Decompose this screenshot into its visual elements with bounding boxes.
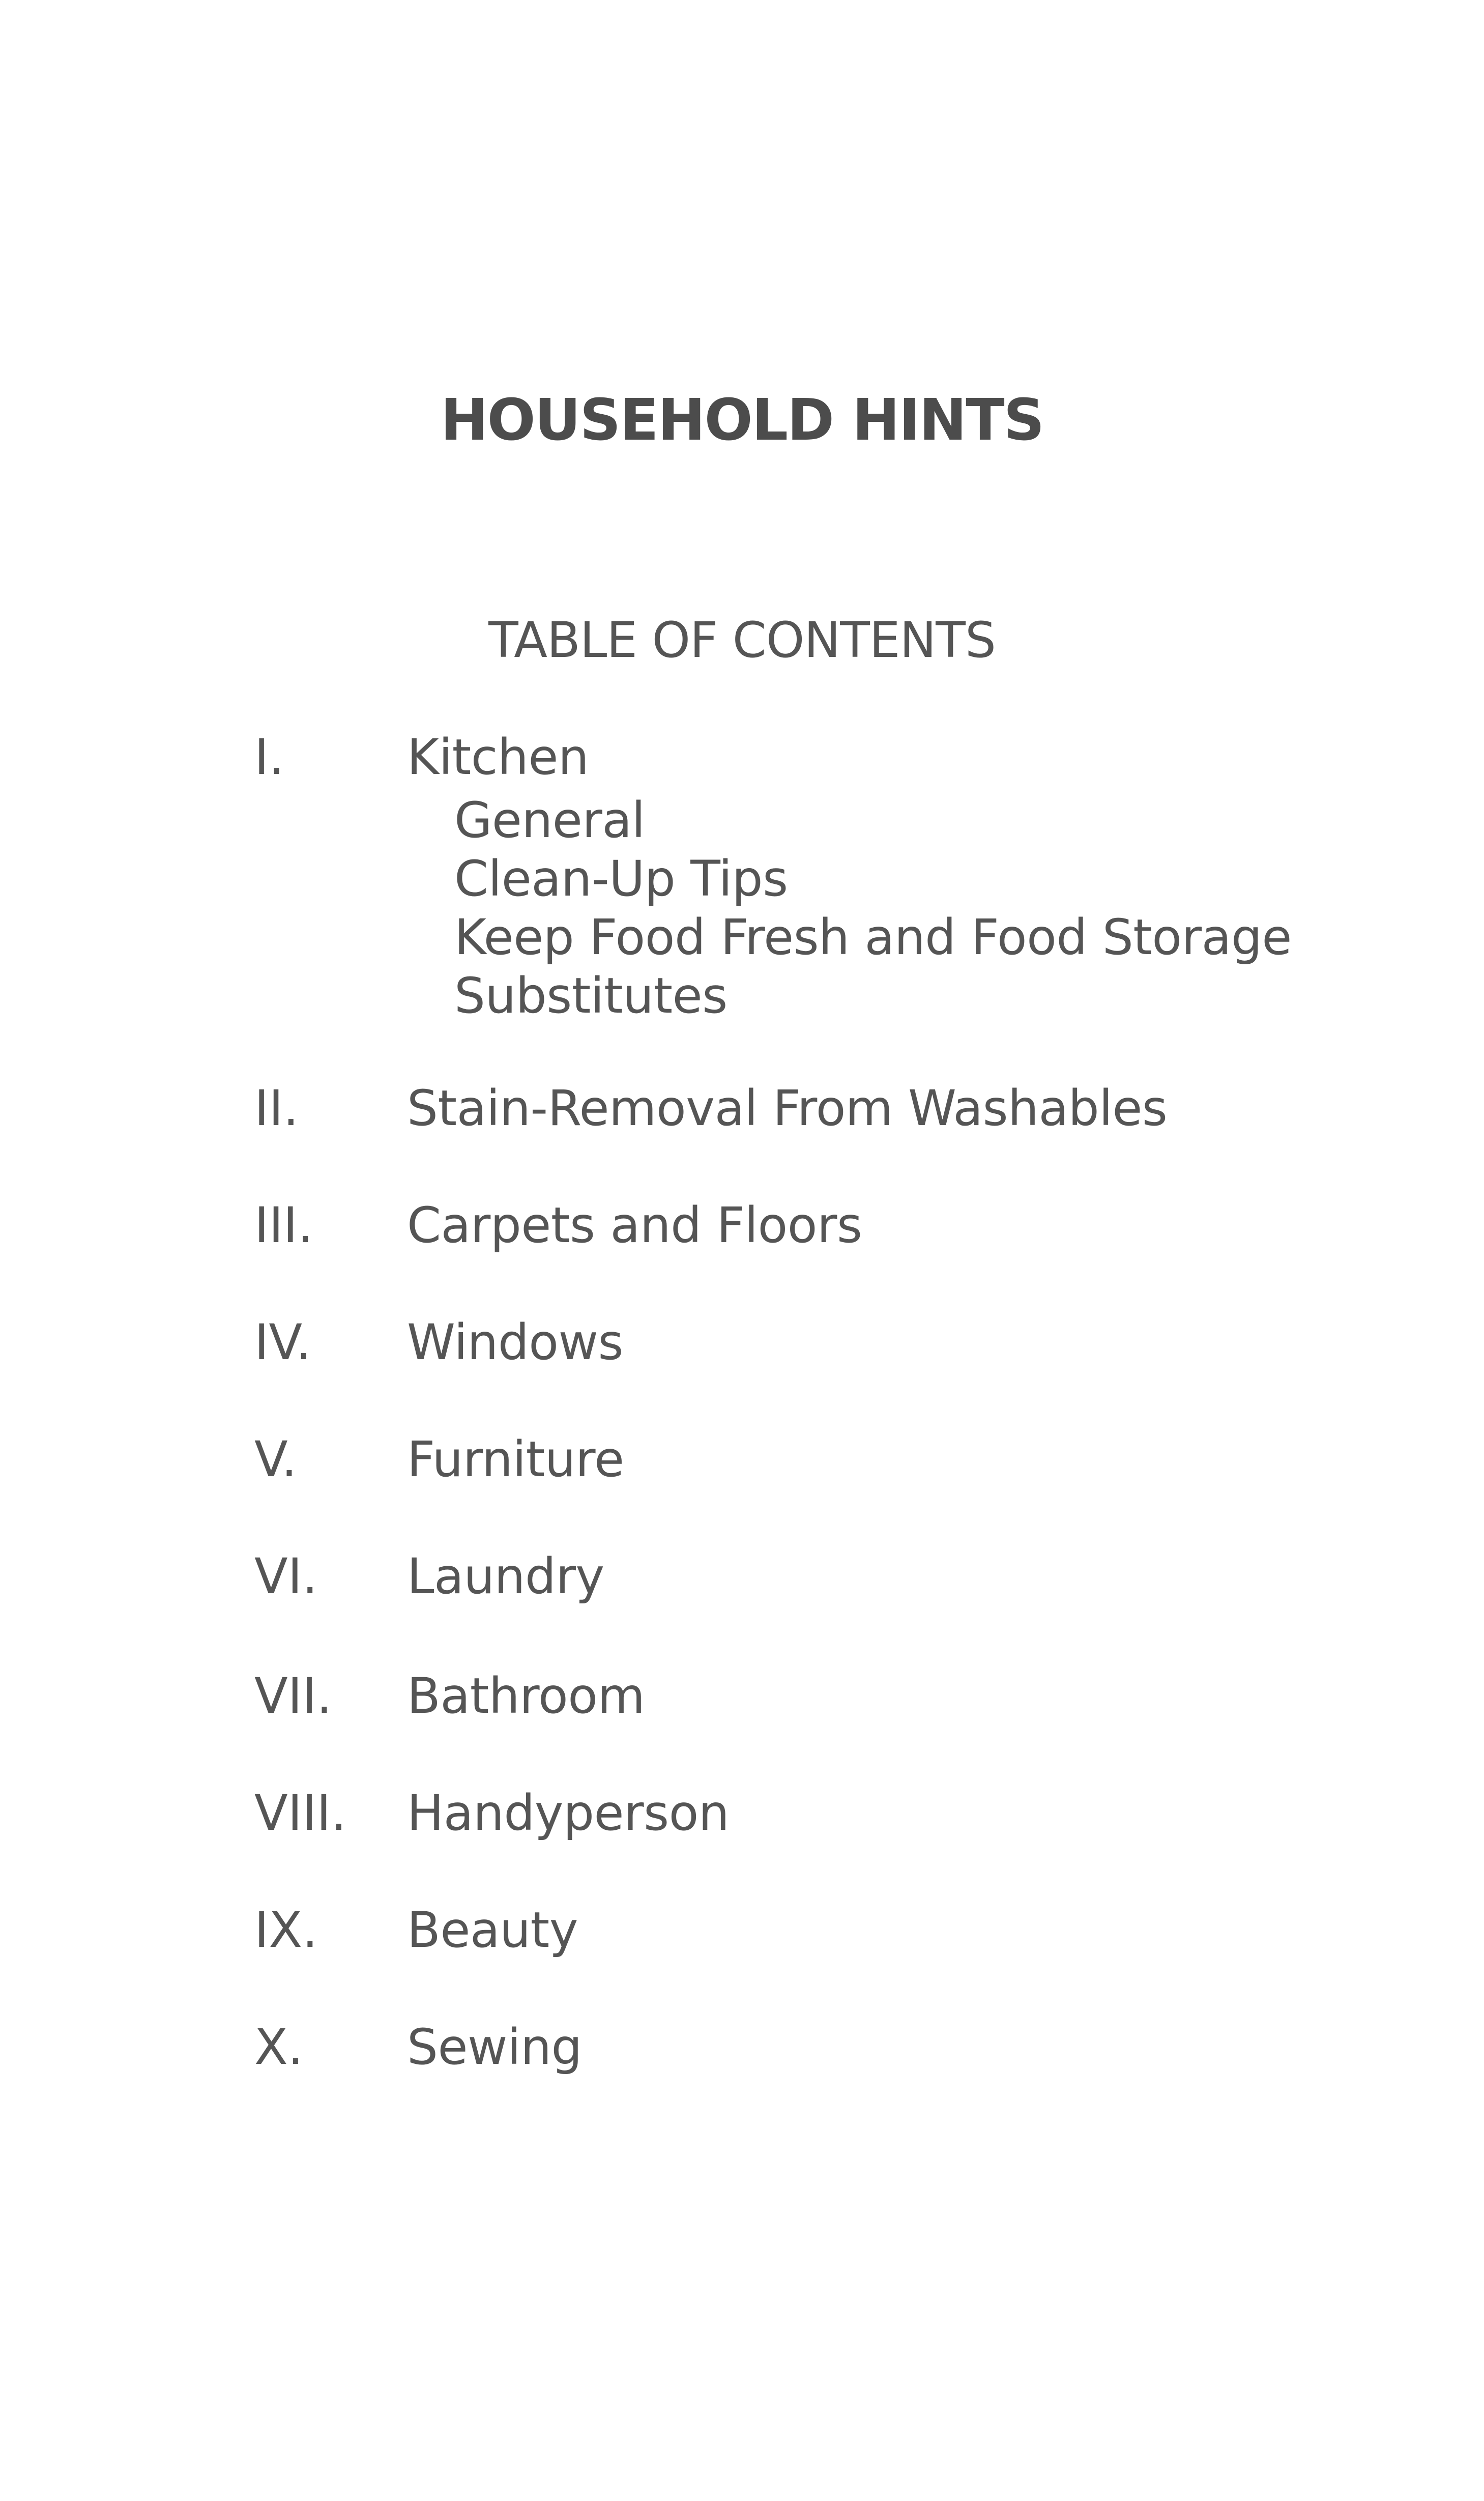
toc-label: Beauty: [407, 1902, 578, 1959]
toc-numeral: IX.: [254, 1902, 318, 1959]
toc-numeral: II.: [254, 1080, 299, 1137]
page-title: HOUSEHOLD HINTS: [440, 387, 1044, 453]
toc-entry-laundry: [0, 1548, 1484, 1618]
toc-entry-sewing: [0, 2019, 1484, 2089]
toc-sublist-kitchen: [454, 791, 1292, 1025]
toc-label: Laundry: [407, 1548, 604, 1605]
toc-label: Handyperson: [407, 1785, 730, 1842]
toc-entry-furniture: [0, 1431, 1484, 1501]
toc-label: Bathroom: [407, 1668, 645, 1724]
toc-subitem: General: [454, 792, 645, 849]
toc-entry-beauty: [0, 1902, 1484, 1972]
toc-numeral: VI.: [254, 1548, 318, 1605]
toc-heading: TABLE OF CONTENTS: [488, 612, 996, 669]
toc-subitem: Keep Food Fresh and Food Storage: [454, 909, 1292, 966]
toc-label: Stain-Removal From Washables: [407, 1080, 1168, 1137]
toc-numeral: III.: [254, 1197, 313, 1254]
toc-subitem: Substitutes: [454, 967, 728, 1024]
toc-label: Sewing: [407, 2019, 582, 2076]
toc-numeral: IV.: [254, 1314, 312, 1371]
toc-entry-carpets-floors: [0, 1197, 1484, 1267]
toc-label: Windows: [407, 1314, 624, 1371]
toc-numeral: VII.: [254, 1668, 332, 1724]
toc-label: Kitchen: [407, 729, 589, 786]
toc-entry-kitchen: [0, 729, 1484, 1024]
toc-label: Furniture: [407, 1431, 624, 1488]
toc-numeral: I.: [254, 729, 284, 786]
toc-numeral: X.: [254, 2019, 304, 2076]
toc-entry-handyperson: [0, 1785, 1484, 1855]
toc-numeral: V.: [254, 1431, 297, 1488]
toc-subitem: Clean-Up Tips: [454, 850, 788, 907]
toc-entry-windows: [0, 1314, 1484, 1384]
toc-entry-bathroom: [0, 1668, 1484, 1738]
toc-entry-stain-removal: [0, 1080, 1484, 1150]
toc-label: Carpets and Floors: [407, 1197, 862, 1254]
toc-numeral: VIII.: [254, 1785, 347, 1842]
